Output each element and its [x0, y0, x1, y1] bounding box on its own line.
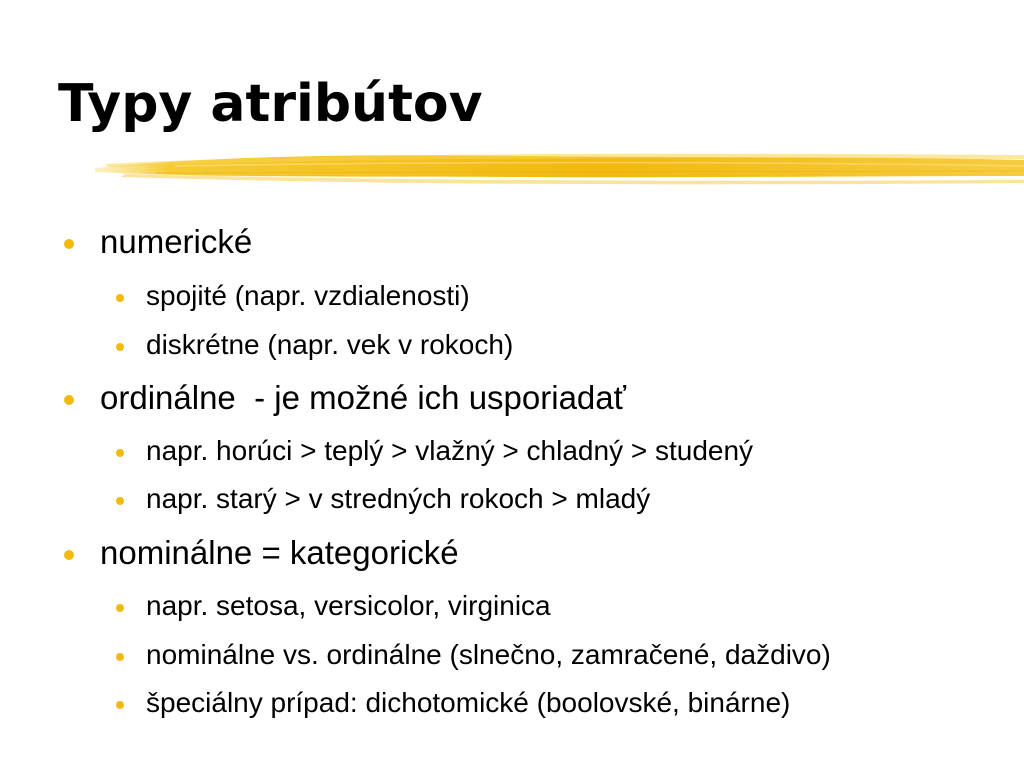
list-subitem [146, 434, 753, 468]
bullet-icon [64, 550, 74, 560]
list-item [100, 378, 626, 418]
list-subitem-label: napr. horúci > teplý > vlažný > chladný > studený [146, 435, 754, 466]
bullet-icon [116, 449, 124, 457]
list-subitem [146, 686, 790, 720]
list-subitem [146, 279, 470, 313]
list-item-label: ordinálne - je možné ich usporiadať [100, 379, 627, 416]
slide-title: Typy atribútov [58, 74, 483, 134]
list-subitem [146, 638, 831, 672]
list-subitem-label: nominálne vs. ordinálne (slnečno, zamračené, daždivo) [146, 639, 831, 670]
list-item-label: nominálne = kategorické [100, 534, 459, 571]
bullet-icon [116, 604, 124, 612]
bullet-icon [116, 294, 124, 302]
bullet-icon [64, 395, 74, 405]
list-subitem-label: napr. starý > v stredných rokoch > mladý [146, 483, 651, 514]
list-subitem [146, 328, 513, 362]
list-subitem-label: napr. setosa, versicolor, virginica [146, 590, 551, 621]
list-subitem [146, 589, 551, 623]
list-subitem [146, 482, 650, 516]
list-item-label: numerické [100, 223, 253, 260]
bullet-icon [64, 239, 74, 249]
list-subitem-label: špeciálny prípad: dichotomické (boolovské, binárne) [146, 687, 791, 718]
list-subitem-label: diskrétne (napr. vek v rokoch) [146, 329, 514, 360]
bullet-icon [116, 701, 124, 709]
list-subitem-label: spojité (napr. vzdialenosti) [146, 280, 470, 311]
bullet-icon [116, 653, 124, 661]
bullet-icon [116, 497, 124, 505]
list-item [100, 222, 252, 262]
list-item [100, 533, 459, 573]
bullet-icon [116, 343, 124, 351]
